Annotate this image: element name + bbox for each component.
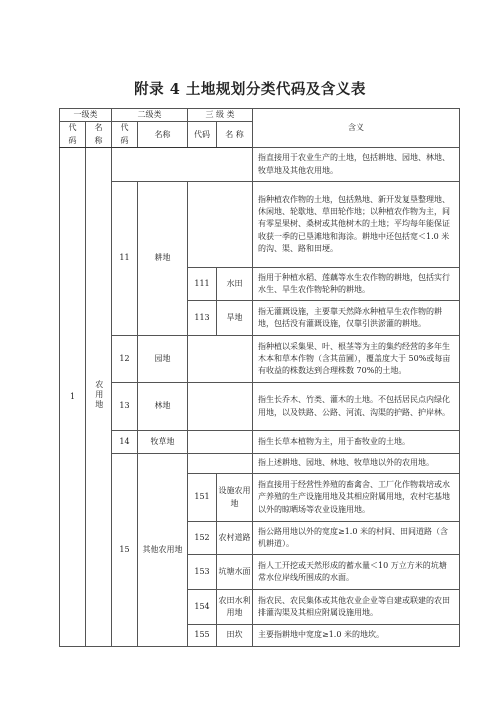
desc-151: 指直接用于经营性养殖的畜禽舍、工厂化作物栽培或水产养殖的生产设施用地及其相应附属用地，农村宅基地以外的晾晒场等农业设施用地。 — [253, 474, 460, 522]
desc-13: 指生长乔木、竹类、灌木的土地。不包括居民点内绿化用地，以及铁路、公路、河流、沟渠的护路、护岸林。 — [253, 383, 460, 431]
header-level3: 三 级 类 — [188, 109, 253, 122]
code-15: 15 — [112, 454, 138, 647]
desc-152: 指公路用地以外的宽度≥1.0 米的村间、田间道路（含机耕道）。 — [253, 522, 460, 555]
l1-blank — [112, 148, 253, 182]
name-13: 林地 — [138, 383, 188, 431]
name-153: 坑塘水面 — [217, 555, 253, 590]
header-l3-code: 代码 — [188, 122, 217, 148]
land-classification-table — [59, 108, 460, 647]
l3-blank-12 — [188, 336, 253, 383]
desc-15: 指上述耕地、园地、林地、牧草地以外的农用地。 — [253, 454, 460, 474]
code-111: 111 — [188, 268, 217, 301]
page-title: 附录 4 土地规划分类代码及含义表 — [134, 81, 366, 98]
desc-11: 指种植农作物的土地，包括熟地、新开发复垦整理地、休闲地、轮歇地、草田轮作地；以种植农作物为主，间有零星果树、桑树或其他树木的土地；平均每年能保证收获一季的已垦滩地和海涂。耕地中还包括宽＜1.0 米的沟、渠、路和田埂。 — [253, 182, 460, 268]
name-14: 牧草地 — [138, 431, 188, 454]
code-151: 151 — [188, 474, 217, 522]
header-l1-name: 名 称 — [86, 122, 112, 148]
name-151: 设施农用地 — [217, 474, 253, 522]
l3-blank-14 — [188, 431, 253, 454]
desc-12: 指种植以采集果、叶、根茎等为主的集约经营的多年生木本和草本作物（含其苗圃），覆盖度大于 50%或每亩有收益的株数达到合理株数 70%的土地。 — [253, 336, 460, 383]
code-154: 154 — [188, 590, 217, 625]
header-l1-code: 代 码 — [60, 122, 86, 148]
code-12: 12 — [112, 336, 138, 383]
header-l3-name: 名 称 — [217, 122, 253, 148]
desc-113: 指无灌溉设施，主要靠天然降水种植旱生农作物的耕地，包括没有灌溉设施，仅靠引洪淤灌的耕地。 — [253, 301, 460, 336]
header-level1: 一级类 — [60, 109, 112, 122]
l1-desc: 指直接用于农业生产的土地，包括耕地、园地、林地、牧草地及其他农用地。 — [253, 148, 460, 182]
l1-code: 1 — [60, 148, 86, 647]
desc-111: 指用于种植水稻、莲藕等水生农作物的耕地，包括实行水生、旱生农作物轮种的耕地。 — [253, 268, 460, 301]
code-13: 13 — [112, 383, 138, 431]
name-152: 农村道路 — [217, 522, 253, 555]
desc-153: 指人工开挖或天然形成的蓄水量＜10 万立方米的坑塘常水位岸线所围成的水面。 — [253, 555, 460, 590]
code-152: 152 — [188, 522, 217, 555]
name-12: 园地 — [138, 336, 188, 383]
code-113: 113 — [188, 301, 217, 336]
name-155: 田坎 — [217, 625, 253, 647]
l3-blank-11 — [188, 182, 253, 268]
name-154: 农田水利用地 — [217, 590, 253, 625]
l3-blank-13 — [188, 383, 253, 431]
header-l2-name: 名称 — [138, 122, 188, 148]
name-15: 其他农用地 — [138, 454, 188, 647]
code-11: 11 — [112, 182, 138, 336]
code-14: 14 — [112, 431, 138, 454]
desc-14: 指生长草本植物为主，用于畜牧业的土地。 — [253, 431, 460, 454]
l1-name: 农用地 — [86, 148, 112, 647]
code-153: 153 — [188, 555, 217, 590]
name-113: 旱地 — [217, 301, 253, 336]
header-meaning: 含义 — [253, 109, 460, 148]
header-l2-code: 代 码 — [112, 122, 138, 148]
l3-blank-15 — [188, 454, 253, 474]
header-level2: 二级类 — [112, 109, 188, 122]
desc-154: 指农民、农民集体或其他农业企业等自建或联建的农田排灌沟渠及其相应附属设施用地。 — [253, 590, 460, 625]
desc-155: 主要指耕地中宽度≥1.0 米的地坎。 — [253, 625, 460, 647]
name-111: 水田 — [217, 268, 253, 301]
name-11: 耕地 — [138, 182, 188, 336]
code-155: 155 — [188, 625, 217, 647]
